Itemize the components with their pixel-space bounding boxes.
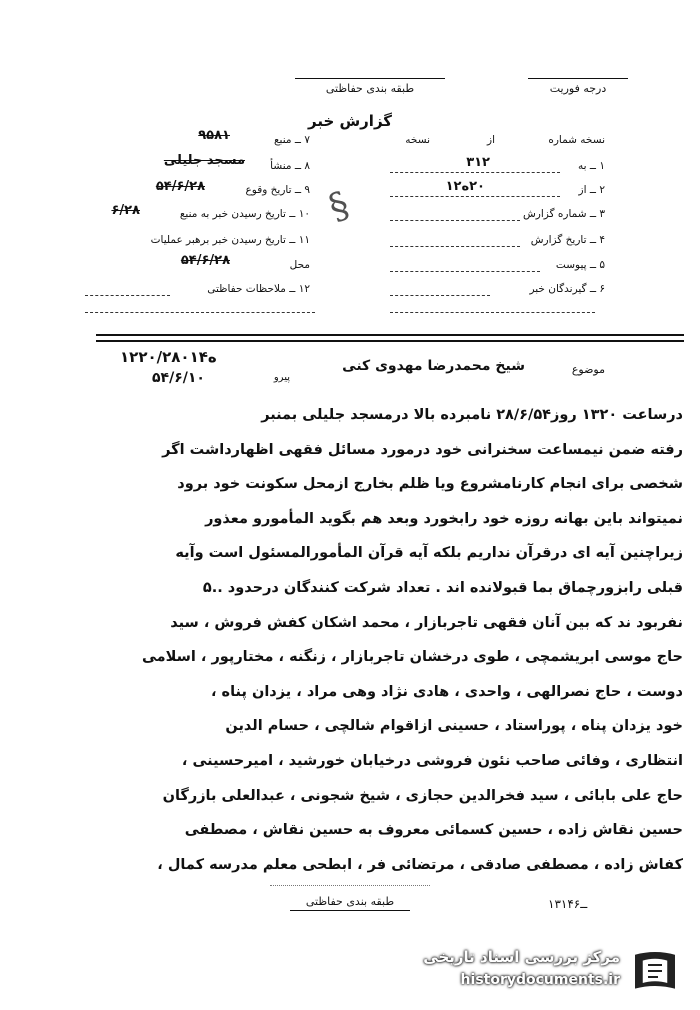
dashed-line [85,295,170,296]
news-to-operations-date-label: ۱۱ ــ تاریخ رسیدن خبر برهبر عملیات [150,234,310,246]
report-number-label: ۳ ــ شماره گزارش [522,208,605,220]
watermark-title: مرکز بررسی اسناد تاریخی [423,948,620,966]
body-line: قبلی رابزورچماق بما قبولانده اند . تعداد شرکت کنندگان درحدود ..۵ [202,579,683,596]
body-line: رفته ضمن نیمساعت سخنرانی خود درمورد مسائل فقهی اظهارداشت اگر [162,441,683,458]
reference-date: ۵۴/۶/۱۰ [152,370,205,386]
form-code: ۱۳۱ــ۴۶ [548,897,588,911]
body-line: خود یزدان پناه ، پوراستاد ، حسینی ازاقوام شالچی ، حسام الدین [225,718,683,735]
dashed-line [390,172,560,173]
dashed-line [390,220,520,221]
classification-footer: طبقه بندی حفاظتی [290,895,410,911]
body-line: کفاش زاده ، مصطفی صادقی ، مرتضائی فر ، ابطحی معلم مدرسه کمال ، [157,856,683,873]
reference-label: پیرو [273,372,290,383]
watermark-url: historydocuments.ir [460,972,620,988]
report-body [100,398,683,882]
field-from-value: ۲۰ه۱۲ [445,179,485,194]
report-title: گزارش خبر [307,112,393,130]
watermark [288,944,688,1000]
body-line: نفربود ند که بین آنان فقهی تاجربازار ، محمد اشکان کفش فروش ، سید [170,614,683,631]
classification-header: طبقه بندی حفاظتی [295,78,445,95]
body-line: درساعت ۱۳۲۰ روز۲۸/۶/۵۴ نامبرده بالا درمسجد جلیلی بمنبر [261,407,683,423]
divider-line [96,340,684,342]
report-date-label: ۴ ــ تاریخ گزارش [530,234,605,246]
news-to-source-date-value: ۶/۲۸ [111,203,140,218]
dotted-line [270,885,430,886]
news-to-source-date-label: ۱۰ ــ تاریخ رسیدن خبر به منبع [179,208,310,220]
dashed-line [390,246,520,247]
dashed-line [390,295,490,296]
source-label: ۷ ــ منبع [273,134,310,146]
body-line: شخصی برای انجام کارنامشروع ویا ظلم بخارج ازمحل سکونت خود برود [177,476,683,493]
urgency-label: درجه فوریت [528,78,628,95]
body-line: زیراچنین آیه ای درقرآن نداریم بلکه آیه قرآن المأمورالمسئول است وآیه [175,545,683,562]
subject-label: موضوع [571,363,605,376]
field-to-value: ۳۱۲ [466,155,490,170]
security-remarks-label: ۱۲ ــ ملاحظات حفاظتی [207,283,310,295]
body-line: حسین نقاش زاده ، حسین کسمائی معروف به حسین نقاش ، مصطفی [184,822,683,839]
archive-logo-icon [628,946,682,998]
body-line: حاج علی بابائی ، سید فخرالدین حجازی ، شیخ شجونی ، عبدالعلی بازرگان [162,787,683,804]
copy-total-label: نسخه [405,134,430,146]
copy-number-label: نسخه شماره [548,134,605,146]
attachment-label: ۵ ــ پیوست [555,259,605,271]
field-from-label: ۲ ــ از [578,184,605,196]
reference-number-block [112,348,290,390]
reference-number: ۱۲ه۲۰/۲۸۰۱۴ [120,348,217,366]
occurrence-date-value: ۵۴/۶/۲۸ [155,179,205,194]
body-line: دوست ، حاج نصرالهی ، واحدی ، هادی نژاد وهی مراد ، یزدان پناه ، [210,683,683,700]
dashed-line [390,271,540,272]
body-line: نمیتواند باین بهانه روزه خود رابخورد وبعد هم بگوید المأمورو معذور [205,510,683,527]
body-line: انتظاری ، وفائی صاحب نئون فروشی درخیابان خورشید ، امیرحسینی ، [181,752,683,769]
dashed-line [390,196,560,197]
recipients-label: ۶ ــ گیرندگان خبر [529,283,605,295]
origin-label: ۸ ــ منشأ [270,160,310,172]
dashed-line [85,312,315,313]
body-line: حاج موسی ابریشمچی ، طوی درخشان تاجربازار ، زنگنه ، مختارپور ، اسلامی [141,649,683,666]
source-value: ۹۵۸۱ [198,128,230,143]
copy-of-label: از [487,134,495,146]
handwritten-mark: § [323,184,355,229]
occurrence-date-label: ۹ ــ تاریخ وقوع [245,184,310,196]
location-label: محل [289,259,310,271]
subject-value: شیخ محمدرضا مهدوی کنی [342,358,525,374]
origin-value: مسجد جلیلی [163,153,245,168]
location-value: ۵۴/۶/۲۸ [180,253,230,268]
field-to-label: ۱ ــ به [577,160,605,172]
dashed-line [390,312,595,313]
divider-line [96,334,684,336]
